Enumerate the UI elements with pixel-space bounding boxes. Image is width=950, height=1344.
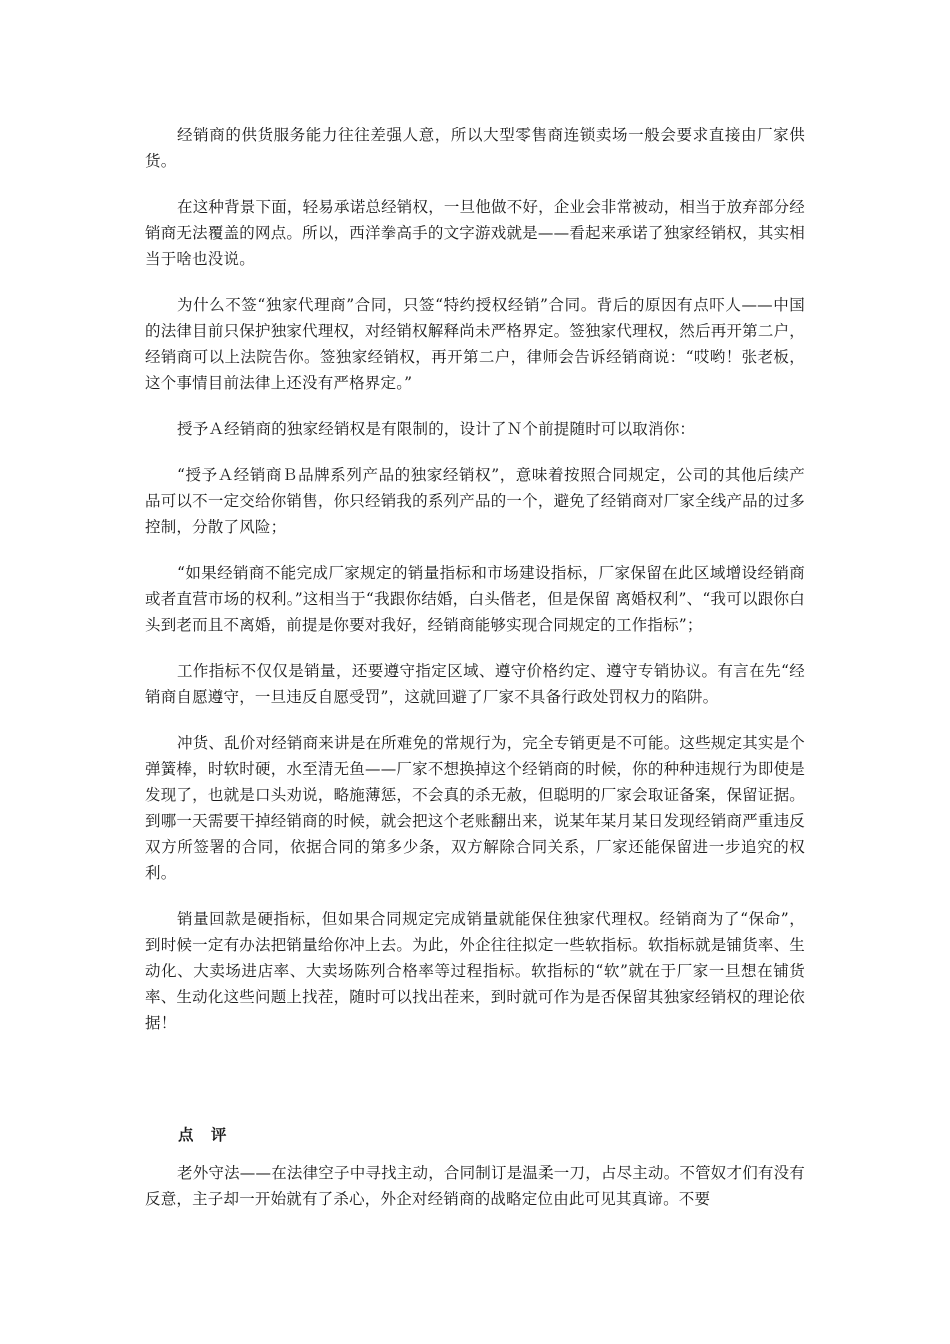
body-paragraph-6: “如果经销商不能完成厂家规定的销量指标和市场建设指标，厂家保留在此区域增设经销商或者直营市场的权利。”这相当于“我跟你结婚，白头偕老，但是保留 离婚权利”、“我可以跟你白头到老而且不离婚，前提是你要对我好，经销商能够实现合同规定的工作指标”； (145, 564, 805, 634)
body-paragraph-2: 在这种背景下面，轻易承诺总经销权，一旦他做不好，企业会非常被动，相当于放弃部分经销商无法覆盖的网点。所以，西洋拳高手的文字游戏就是——看起来承诺了独家经销权，其实相当于啥也没说。 (145, 198, 806, 268)
body-paragraph-5: “授予Ａ经销商Ｂ品牌系列产品的独家经销权”，意味着按照合同规定，公司的其他后续产品可以不一定交给你销售，你只经销我的系列产品的一个，避免了经销商对厂家全线产品的过多控制，分散了风险； (145, 466, 805, 536)
body-paragraph-8: 冲货、乱价对经销商来讲是在所难免的常规行为，完全专销更是不可能。这些规定其实是个弹簧棒，时软时硬，水至清无鱼——厂家不想换掉这个经销商的时候，你的种种违规行为即使是发现了，也就是口头劝说，略施薄惩，不会真的杀无赦，但聪明的厂家会取证备案，保留证据。到哪一天需要干掉经销商的时候，就会把这个老账翻出来，说某年某月某日发现经销商严重违反双方所签署的合同，依据合同的第多少条，双方解除合同关系，厂家还能保留进一步追究的权利。 (145, 734, 806, 882)
review-heading: 点 评 (178, 1125, 233, 1144)
body-paragraph-1: 经销商的供货服务能力往往差强人意，所以大型零售商连锁卖场一般会要求直接由厂家供货。 (145, 126, 805, 170)
body-paragraph-7: 工作指标不仅仅是销量，还要遵守指定区域、遵守价格约定、遵守专销协议。有言在先“经销商自愿遵守，一旦违反自愿受罚”，这就回避了厂家不具备行政处罚权力的陷阱。 (145, 662, 805, 706)
body-paragraph-4: 授予Ａ经销商的独家经销权是有限制的，设计了Ｎ个前提随时可以取消你： (177, 420, 696, 438)
review-paragraph: 老外守法——在法律空子中寻找主动，合同制订是温柔一刀，占尽主动。不管奴才们有没有反意，主子却一开始就有了杀心，外企对经销商的战略定位由此可见其真谛。不要 (145, 1164, 806, 1208)
document-body (145, 122, 805, 1056)
body-paragraph-3: 为什么不签“独家代理商”合同，只签“特约授权经销”合同。背后的原因有点吓人——中国的法律目前只保护独家代理权，对经销权解释尚未严格界定。签独家代理权，然后再开第二户，经销商可以上法院告你。签独家经销权，再开第二户，律师会告诉经销商说：“哎哟！张老板，这个事情目前法律上还没有严格界定。” (145, 296, 805, 392)
body-paragraph-9: 销量回款是硬指标，但如果合同规定完成销量就能保住独家代理权。经销商为了“保命”，到时候一定有办法把销量给你冲上去。为此，外企往往拟定一些软指标。软指标就是铺货率、生动化、大卖场进店率、大卖场陈列合格率等过程指标。软指标的“软”就在于厂家一旦想在铺货率、生动化这些问题上找茬，随时可以找出茬来，到时就可作为是否保留其独家经销权的理论依据！ (145, 910, 805, 1032)
review-section (145, 1160, 805, 1232)
